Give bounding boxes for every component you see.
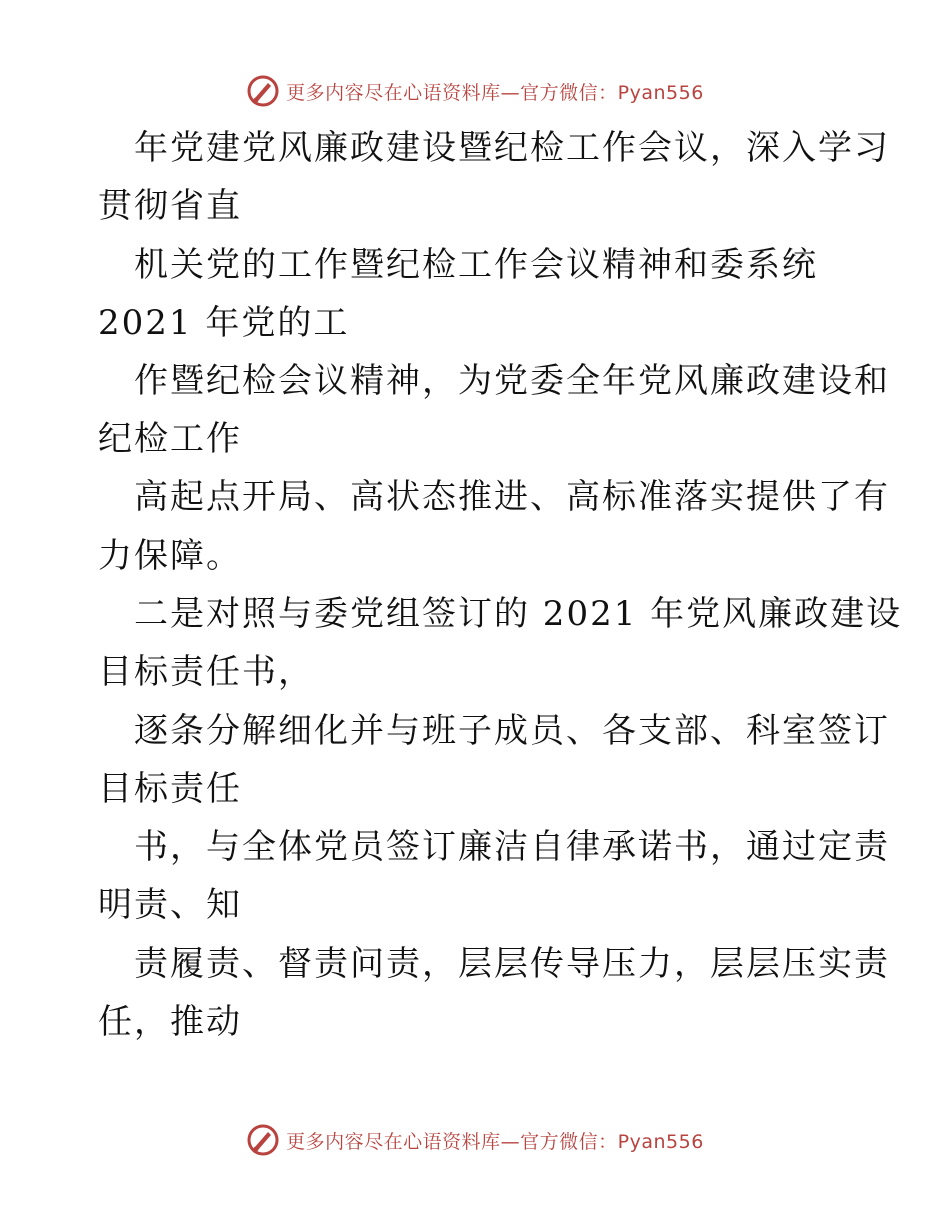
text-line: 书，与全体党员签订廉洁自律承诺书，通过定责 (134, 827, 890, 867)
text-line: 二是对照与委党组签订的 2021 年党风廉政建设 (134, 594, 903, 634)
text-line: 2021 年党的工 (98, 303, 350, 343)
text-line: 责履责、督责问责，层层传导压力，层层压实责 (134, 944, 890, 984)
text-line: 贯彻省直 (98, 186, 242, 226)
text-line: 逐条分解细化并与班子成员、各支部、科室签订 (134, 711, 890, 751)
text-line: 明责、知 (98, 885, 242, 925)
text-line: 目标责任 (98, 769, 242, 809)
watermark-text: 更多内容尽在心语资料库—官方微信：Pyan556 (286, 81, 704, 104)
text-line: 纪检工作 (98, 419, 242, 459)
text-line: 年党建党风廉政建设暨纪检工作会议，深入学习 (134, 128, 890, 168)
watermark-text: 更多内容尽在心语资料库—官方微信：Pyan556 (286, 1130, 704, 1153)
footer-watermark (0, 1120, 950, 1160)
text-line: 高起点开局、高状态推进、高标准落实提供了有 (134, 477, 890, 517)
ink-pen-logo-icon (246, 1123, 280, 1157)
text-line: 作暨纪检会议精神，为党委全年党风廉政建设和 (134, 361, 890, 401)
text-line: 力保障。 (98, 536, 242, 576)
text-line: 任，推动 (98, 1002, 242, 1042)
text-line: 目标责任书， (98, 652, 314, 692)
text-line: 机关党的工作暨纪检工作会议精神和委系统 (134, 245, 818, 285)
